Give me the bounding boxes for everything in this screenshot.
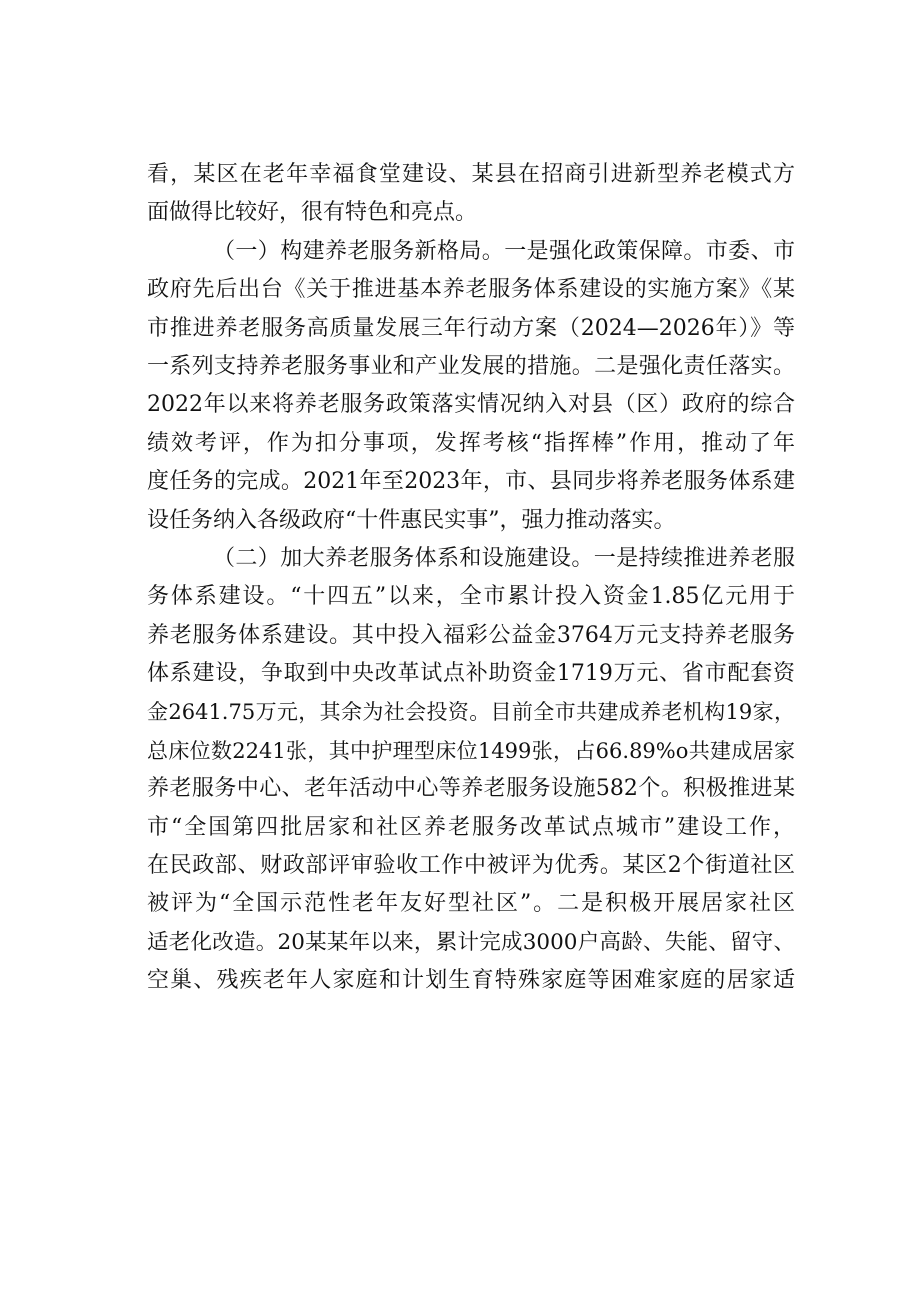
text-line: 空巢、残疾老年人家庭和计划生育特殊家庭等困难家庭的居家适 — [147, 968, 795, 994]
text-line: 面做得比较好，很有特色和亮点。 — [147, 200, 478, 226]
text-line: 务体系建设。“十四五”以来，全市累计投入资金1.85亿元用于 — [147, 584, 795, 610]
text-line: 一系列支持养老服务事业和产业发展的措施。二是强化责任落实。 — [147, 353, 795, 379]
body-text — [147, 156, 795, 1001]
text-line: 养老服务中心、老年活动中心等养老服务设施582个。积极推进某 — [147, 776, 795, 802]
text-line: 金2641.75万元，其余为社会投资。目前全市共建成养老机构19家， — [147, 700, 795, 725]
text-line: 2022年以来将养老服务政策落实情况纳入对县（区）政府的综合 — [147, 392, 795, 418]
text-line: 市“全国第四批居家和社区养老服务改革试点城市”建设工作， — [147, 814, 795, 840]
text-line: 被评为“全国示范性老年友好型社区”。二是积极开展居家社区 — [147, 891, 795, 917]
text-line: 设任务纳入各级政府“十件惠民实事”，强力推动落实。 — [147, 507, 676, 533]
text-line: 度任务的完成。2021年至2023年，市、县同步将养老服务体系建 — [147, 469, 795, 495]
text-line: （二）加大养老服务体系和设施建设。一是持续推进养老服 — [213, 545, 795, 571]
text-line: 养老服务体系建设。其中投入福彩公益金3764万元支持养老服务 — [147, 622, 795, 648]
text-line: 绩效考评，作为扣分事项，发挥考核“指挥棒”作用，推动了年 — [147, 430, 795, 456]
text-line: 在民政部、财政部评审验收工作中被评为优秀。某区2个街道社区 — [147, 853, 795, 879]
text-line: 看，某区在老年幸福食堂建设、某县在招商引进新型养老模式方 — [147, 162, 795, 187]
text-line: 市推进养老服务高质量发展三年行动方案（2024—2026年）》等 — [147, 315, 795, 341]
text-line: 政府先后出台《关于推进基本养老服务体系建设的实施方案》《某 — [147, 277, 795, 303]
text-line: 总床位数2241张，其中护理型床位1499张，占66.89%o共建成居家 — [147, 738, 795, 763]
text-line: （一）构建养老服务新格局。一是强化政策保障。市委、市 — [213, 238, 795, 264]
text-line: 体系建设，争取到中央改革试点补助资金1719万元、省市配套资 — [147, 661, 795, 687]
text-line: 适老化改造。20某某年以来，累计完成3000户高龄、失能、留守、 — [147, 929, 795, 955]
